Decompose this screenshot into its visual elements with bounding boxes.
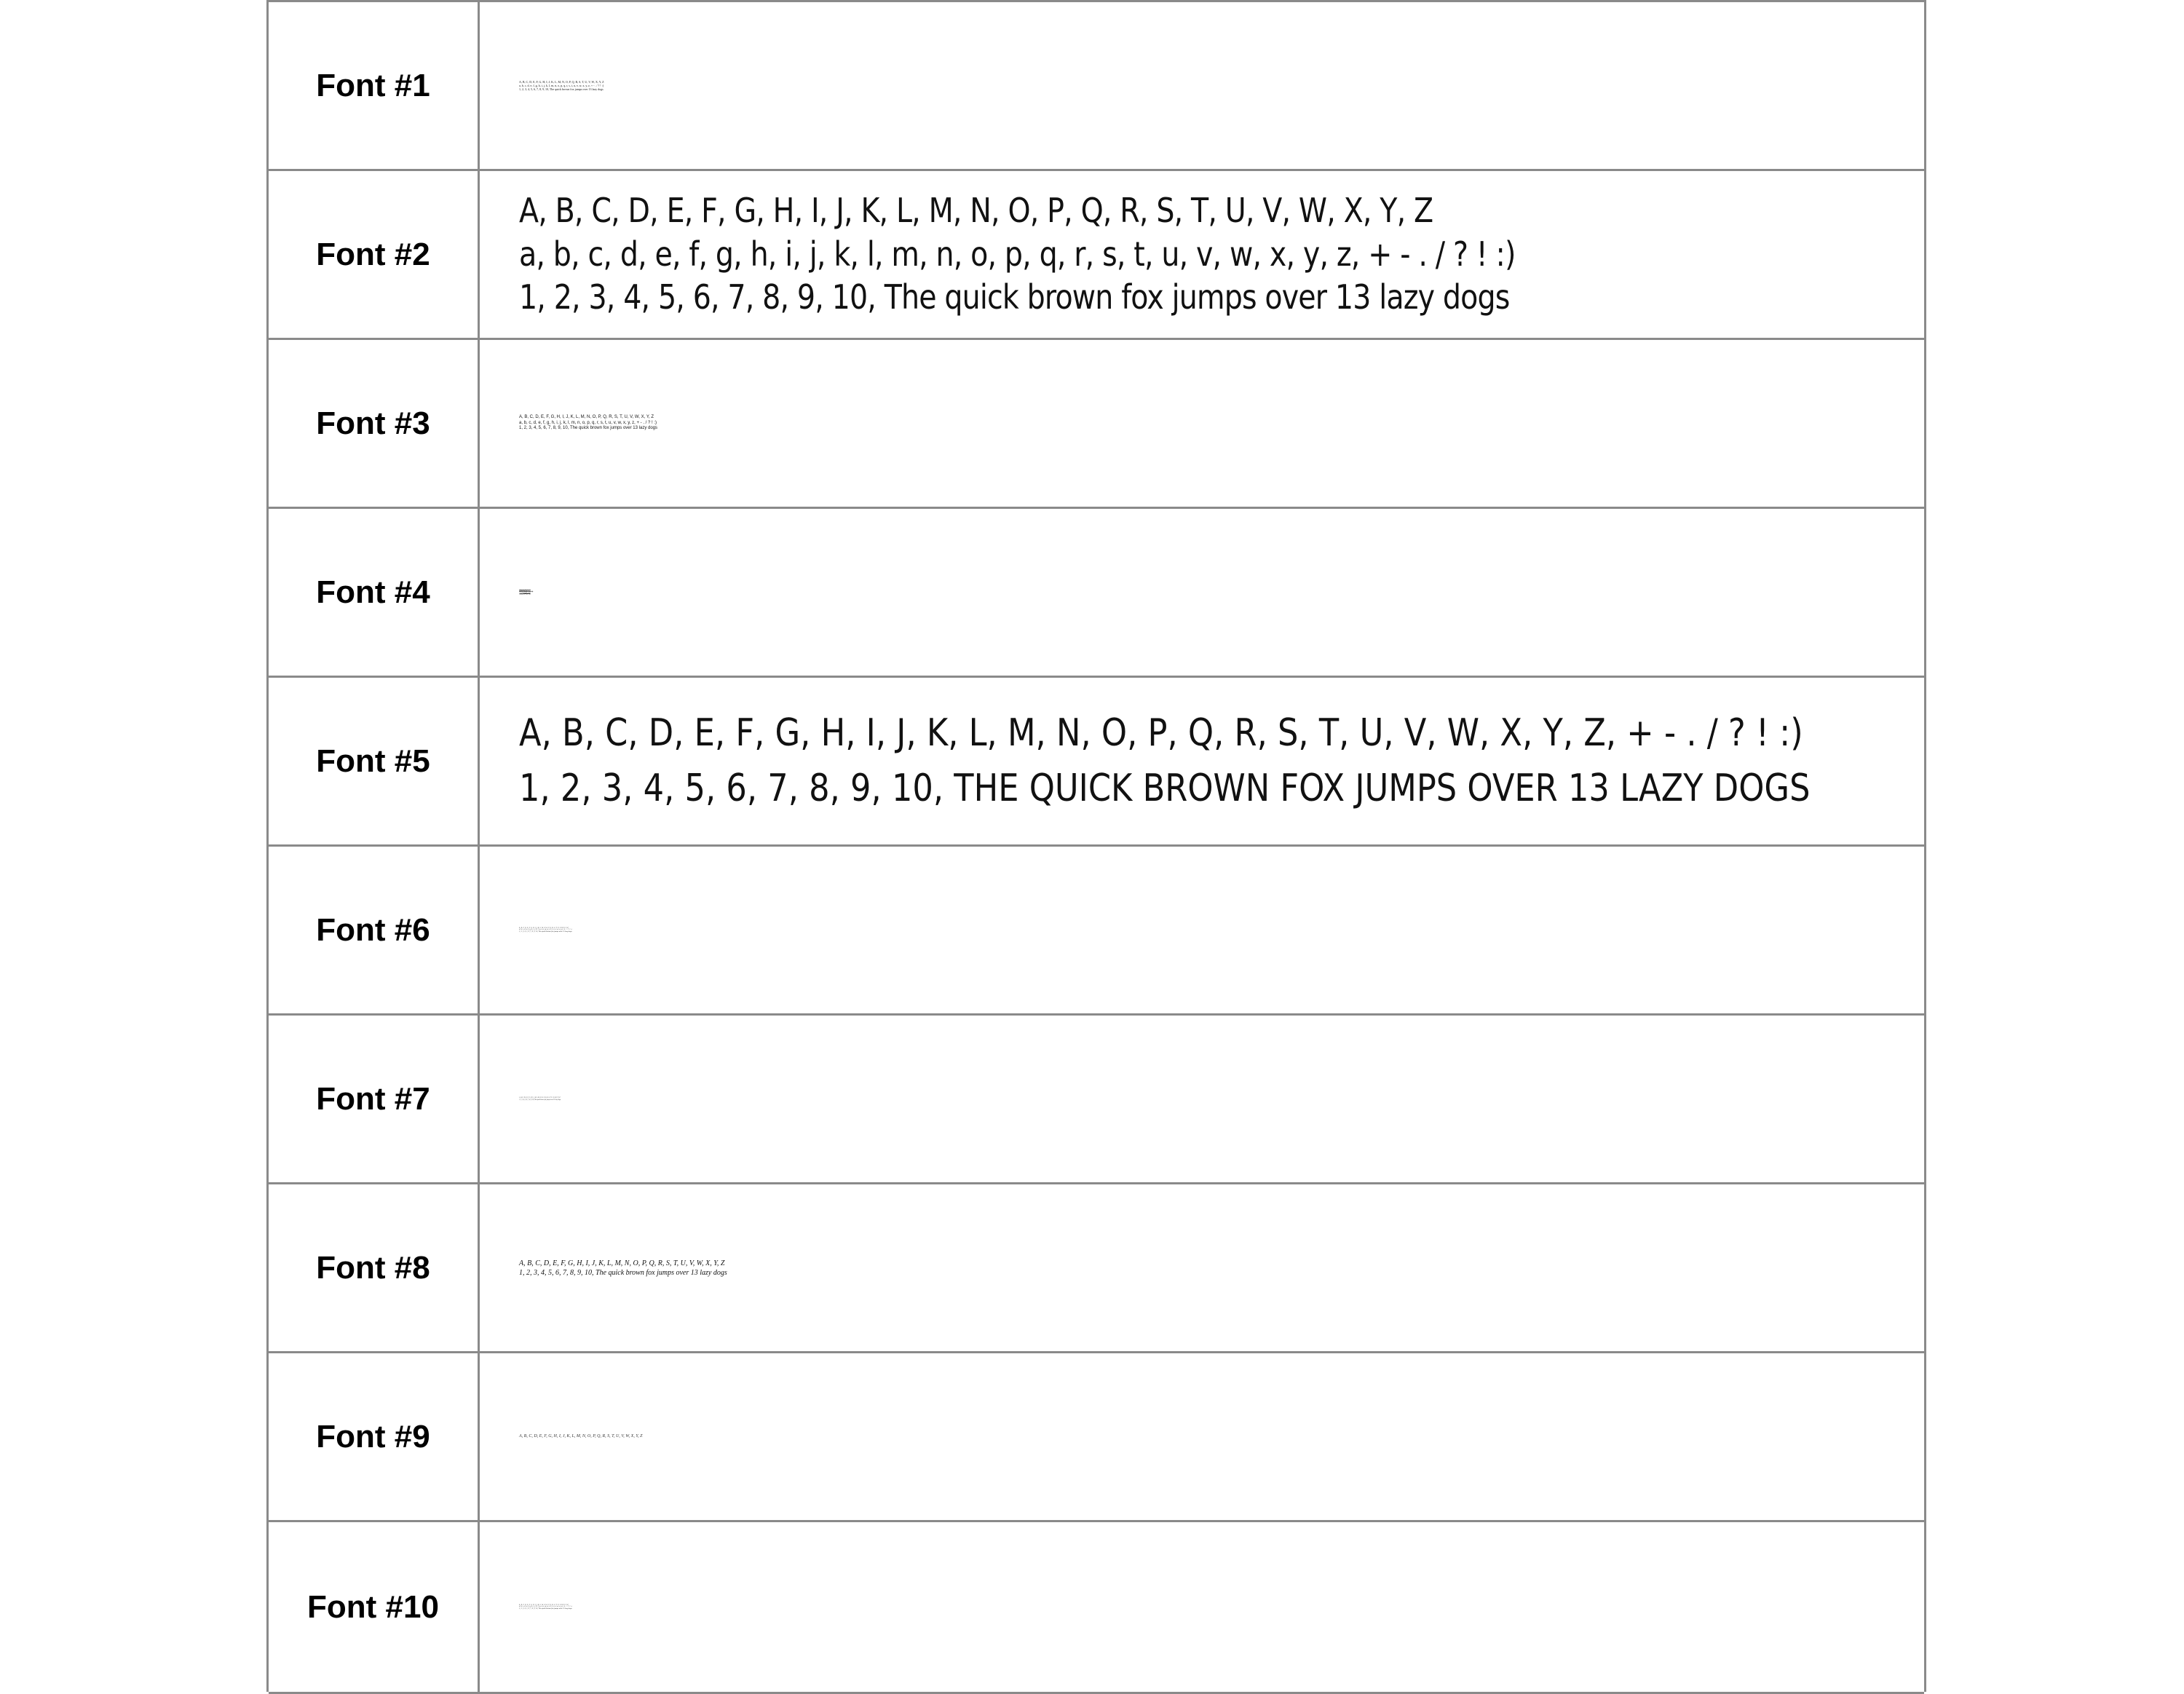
font-label-cell: [269, 678, 480, 844]
font-sample-cell: [480, 1184, 1924, 1351]
sample-pangram-line: 1, 2, 3, 4, 5, 6, 7, 8, 9, 10, The quick brown fox jumps over 13 lazy dogs: [519, 1607, 572, 1610]
font-label-cell: [269, 1016, 480, 1182]
font-sample-cell: [480, 340, 1924, 507]
sample-uppercase-line: A, B, C, D, E, F, G, H, I, J, K, L, M, N, O, P, Q, R, S, T, U, V, W, X, Y, Z, + - . / ? ! :): [519, 711, 1803, 756]
font-label-cell: [269, 340, 480, 507]
font-label: Font #8: [316, 1249, 430, 1286]
sample-uppercase-line: A, B, C, D, E, F, G, H, I, J, K, L, M, N, O, P, Q, R, S, T, U, V, W, X, Y, Z: [519, 1604, 569, 1606]
font-row-2: [269, 171, 1924, 340]
font-label-cell: [269, 847, 480, 1013]
font-label: Font #1: [316, 67, 430, 103]
sample-uppercase-line: A, B, C, D, E, F, G, H, I, J, K, L, M, N, O, P, Q, R, S, T, U, V, W, X, Y, Z: [519, 927, 569, 929]
font-sample-cell: [480, 847, 1924, 1013]
sample-pangram-line: 1, 2, 3, 4, 5, 6, 7, 8, 9, 10, The quick brown fox jumps over 13 lazy dogs: [519, 1099, 561, 1101]
sample-pangram-line: 1, 2, 3, 4, 5, 6, 7, 8, 9, 10, The quick brown fox jumps over 13 lazy dogs: [519, 930, 572, 933]
sample-lowercase-line: a, b, c, d, e, f, g, h, i, j, k, l, m, n, o, p, q, r, s, t, u, v, w, x, y, z, + - . / ? ! :): [519, 1606, 572, 1608]
font-label-cell: [269, 171, 480, 338]
font-row-9: [269, 1353, 1924, 1522]
sample-lowercase-line: a, b, c, d, e, f, g, h, i, j, k, l, m, n, o, p, q, r, s, t, u, v, w, x, y, z, + - . / ? ! :): [519, 590, 533, 593]
font-label: Font #5: [316, 743, 430, 779]
sample-uppercase-line: A, B, C, D, E, F, G, H, I, J, K, L, M, N, O, P, Q, R, S, T, U, V, W, X, Y, Z: [519, 190, 1433, 230]
font-sample-cell: [480, 1016, 1924, 1182]
font-label: Font #3: [316, 405, 430, 441]
font-sample-table: [266, 0, 1926, 1692]
font-row-7: [269, 1016, 1924, 1184]
font-label: Font #7: [316, 1080, 430, 1117]
sample-lowercase-line: a, b, c, d, e, f, g, h, i, j, k, l, m, n, o, p, q, r, s, t, u, v, w, x, y, z, + - . / ? ! :): [519, 420, 657, 425]
sample-lowercase-line: a, b, c, d, e, f, g, h, i, j, k, l, m, n, o, p, q, r, s, t, u, v, w, x, y, z, + - . / ? ! :): [519, 83, 604, 87]
font-row-1: [269, 2, 1924, 171]
sample-uppercase-line: A, B, C, D, E, F, G, H, I, J, K, L, M, N, O, P, Q, R, S, T, U, V, W, X, Y, Z: [519, 79, 604, 84]
font-label: Font #6: [316, 911, 430, 948]
font-sample-cell: [480, 1353, 1924, 1520]
sample-uppercase-line: A, B, C, D, E, F, G, H, I, J, K, L, M, N, O, P, Q, R, S, T, U, V, W, X, Y, Z: [519, 1096, 561, 1099]
font-sample-cell: [480, 1522, 1924, 1692]
font-label-cell: [269, 1522, 480, 1692]
sample-pangram-line: 1, 2, 3, 4, 5, 6, 7, 8, 9, 10, The quick brown fox jumps over 13 lazy dogs: [519, 87, 604, 92]
font-row-5: [269, 678, 1924, 847]
sample-pangram-line: 1, 2, 3, 4, 5, 6, 7, 8, 9, 10, The quick brown fox jumps over 13 lazy dogs: [519, 592, 530, 595]
sample-pangram-line: 1, 2, 3, 4, 5, 6, 7, 8, 9, 10, The quick brown fox jumps over 13 lazy dogs: [519, 1268, 727, 1277]
sample-uppercase-line: A, B, C, D, E, F, G, H, I, J, K, L, M, N, O, P, Q, R, S, T, U, V, W, X, Y, Z: [519, 588, 531, 591]
sample-lowercase-line: a, b, c, d, e, f, g, h, i, j, k, l, m, n, o, p, q, r, s, t, u, v, w, x, y, z, + - . / ? ! :): [519, 234, 1516, 274]
font-label-cell: [269, 1353, 480, 1520]
font-label-cell: [269, 1184, 480, 1351]
font-sample-cell: [480, 171, 1924, 338]
sample-uppercase-line: A, B, C, D, E, F, G, H, I, J, K, L, M, N, O, P, Q, R, S, T, U, V, W, X, Y, Z: [519, 1259, 725, 1267]
sample-uppercase-line: A, B, C, D, E, F, G, H, I, J, K, L, M, N, O, P, Q, R, S, T, U, V, W, X, Y, Z: [519, 414, 654, 419]
font-label: Font #4: [316, 574, 430, 610]
font-row-8: [269, 1184, 1924, 1353]
font-sample-cell: [480, 2, 1924, 169]
font-label: Font #2: [316, 236, 430, 272]
font-label-cell: [269, 2, 480, 169]
font-row-6: [269, 847, 1924, 1016]
sample-uppercase-line: A, B, C, D, E, F, G, H, I, J, K, L, M, N, O, P, Q, R, S, T, U, V, W, X, Y, Z: [519, 1433, 643, 1438]
sample-lowercase-line: a, b, c, d, e, f, g, h, i, j, k, l, m, n, o, p, q, r, s, t, u, v, w, x, y, z, + - . / ? ! :): [519, 929, 572, 931]
sample-pangram-line: 1, 2, 3, 4, 5, 6, 7, 8, 9, 10, The quick brown fox jumps over 13 lazy dogs: [519, 426, 657, 431]
sample-pangram-line: 1, 2, 3, 4, 5, 6, 7, 8, 9, 10, THE QUICK BROWN FOX JUMPS OVER 13 LAZY DOGS: [519, 766, 1811, 810]
font-row-4: [269, 509, 1924, 678]
font-sample-cell: [480, 678, 1924, 844]
sample-pangram-line: 1, 2, 3, 4, 5, 6, 7, 8, 9, 10, The quick brown fox jumps over 13 lazy dogs: [519, 277, 1510, 317]
font-sample-cell: [480, 509, 1924, 676]
font-row-3: [269, 340, 1924, 509]
font-label: Font #9: [316, 1418, 430, 1454]
font-label: Font #10: [307, 1588, 439, 1625]
font-label-cell: [269, 509, 480, 676]
font-row-10: [269, 1522, 1924, 1694]
